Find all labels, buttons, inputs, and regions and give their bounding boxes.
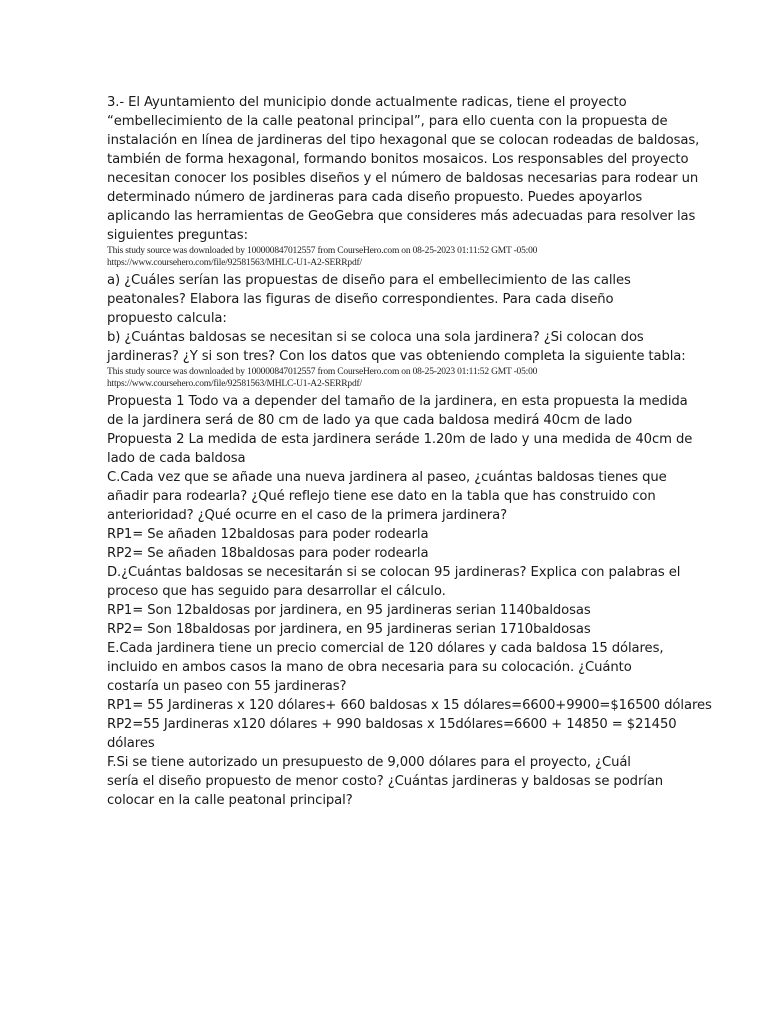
text-line: siguientes preguntas: [107,228,248,243]
text-line: dólares [107,736,155,751]
text-line: F.Si se tiene autorizado un presupuesto de 9,000 dólares para el proyecto, ¿Cuál [107,755,631,770]
text-line: sería el diseño propuesto de menor costo? ¿Cuántas jardineras y baldosas se podrían [107,774,664,789]
text-line: propuesto calcula: [107,311,227,326]
intro-paragraph [107,93,700,245]
text-line: añadir para rodearla? ¿Qué reflejo tiene ese dato en la tabla que has construido con [107,489,656,504]
text-line: RP2= Son 18baldosas por jardinera, en 95 jardineras serian 1710baldosas [107,622,591,637]
text-line: b) ¿Cuántas baldosas se necesitan si se coloca una sola jardinera? ¿Si colocan dos [107,330,644,345]
text-line: incluido en ambos casos la mano de obra necesaria para su colocación. ¿Cuánto [107,660,632,675]
text-line: necesitan conocer los posibles diseños y el número de baldosas necesarias para rodear un [107,171,699,186]
text-line: jardineras? ¿Y si son tres? Con los datos que vas obteniendo completa la siguiente tabla: [107,349,686,364]
answers-section [107,392,712,810]
text-line: C.Cada vez que se añade una nueva jardinera al paseo, ¿cuántas baldosas tienes que [107,470,667,485]
text-line: anterioridad? ¿Qué ocurre en el caso de la primera jardinera? [107,508,507,523]
text-line: E.Cada jardinera tiene un precio comercial de 120 dólares y cada baldosa 15 dólares, [107,641,664,656]
text-line: RP1= Se añaden 12baldosas para poder rodearla [107,527,429,542]
text-line: a) ¿Cuáles serían las propuestas de diseño para el embellecimiento de las calles [107,273,631,288]
text-line: peatonales? Elabora las figuras de diseño correspondientes. Para cada diseño [107,292,614,307]
source-watermark [107,367,667,390]
watermark-line: This study source was downloaded by 100000847012557 from CourseHero.com on 08-25-2023 01:11:52 GMT -05:00 [107,246,538,256]
text-line: RP1= 55 Jardineras x 120 dólares+ 660 baldosas x 15 dólares=6600+9900=$16500 dólares [107,698,712,713]
text-line: “embellecimiento de la calle peatonal principal”, para ello cuenta con la propuesta de [107,114,668,129]
text-line: Propuesta 2 La medida de esta jardinera seráde 1.20m de lado y una medida de 40cm de [107,432,693,447]
text-line: 3.- El Ayuntamiento del municipio donde actualmente radicas, tiene el proyecto [107,95,627,110]
text-line: instalación en línea de jardineras del tipo hexagonal que se colocan rodeadas de baldosas, [107,133,700,148]
text-line: lado de cada baldosa [107,451,246,466]
text-line: también de forma hexagonal, formando bonitos mosaicos. Los responsables del proyecto [107,152,689,167]
source-watermark [107,246,667,269]
text-line: RP2=55 Jardineras x120 dólares + 990 baldosas x 15dólares=6600 + 14850 = $21450 [107,717,677,732]
text-line: proceso que has seguido para desarrollar el cálculo. [107,584,446,599]
watermark-line: This study source was downloaded by 100000847012557 from CourseHero.com on 08-25-2023 01:11:52 GMT -05:00 [107,367,538,377]
text-line: de la jardinera será de 80 cm de lado ya que cada baldosa medirá 40cm de lado [107,413,633,428]
document-page [107,93,712,810]
text-line: Propuesta 1 Todo va a depender del tamaño de la jardinera, en esta propuesta la medida [107,394,688,409]
text-line: colocar en la calle peatonal principal? [107,793,353,808]
text-line: aplicando las herramientas de GeoGebra que consideres más adecuadas para resolver las [107,209,696,224]
questions-a-b [107,271,686,366]
text-line: RP1= Son 12baldosas por jardinera, en 95 jardineras serian 1140baldosas [107,603,591,618]
text-line: costaría un paseo con 55 jardineras? [107,679,347,694]
watermark-url: https://www.coursehero.com/file/92581563/MHLC-U1-A2-SERRpdf/ [107,378,362,389]
text-line: D.¿Cuántas baldosas se necesitarán si se colocan 95 jardineras? Explica con palabras el [107,565,681,580]
text-line: determinado número de jardineras para cada diseño propuesto. Puedes apoyarlos [107,190,643,205]
watermark-url: https://www.coursehero.com/file/92581563/MHLC-U1-A2-SERRpdf/ [107,257,362,268]
text-line: RP2= Se añaden 18baldosas para poder rodearla [107,546,429,561]
